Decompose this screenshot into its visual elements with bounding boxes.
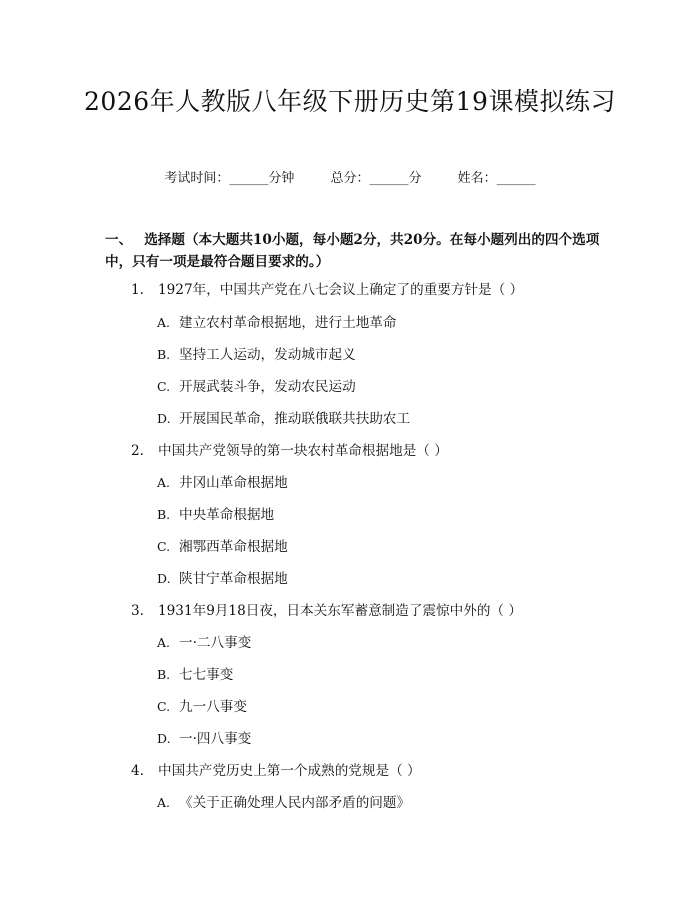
option-text: 陕甘宁革命根据地 — [179, 571, 288, 587]
option-letter: D. — [157, 411, 171, 426]
question-number: 4. — [131, 763, 144, 779]
question — [131, 762, 421, 780]
question-option — [157, 314, 397, 332]
option-text: 九一八事变 — [179, 699, 247, 715]
option-text: 湘鄂西革命根据地 — [179, 539, 288, 555]
question-option — [157, 378, 356, 396]
question-option — [157, 346, 356, 364]
question-option — [157, 634, 251, 652]
section-instructions: 选择题（本大题共10小题，每小题2分，共20分。在每小题列出的四个选项中，只有一项是最符合题目要求的。） — [105, 232, 600, 270]
question-text: 1931年9月18日夜，日本关东军蓄意制造了震惊中外的（ ） — [158, 603, 522, 619]
page-title: 2026年人教版八年级下册历史第19课模拟练习 — [84, 87, 616, 116]
question-option — [157, 410, 410, 428]
question-text: 中国共产党领导的第一块农村革命根据地是（ ） — [158, 443, 448, 459]
option-text: 井冈山革命根据地 — [179, 475, 288, 491]
exam-time-field: 考试时间：______分钟 — [164, 171, 295, 186]
student-name-field: 姓名：______ — [457, 171, 536, 186]
question-option — [157, 698, 247, 716]
option-letter: A. — [157, 635, 171, 650]
option-text: 建立农村革命根据地，进行土地革命 — [179, 315, 397, 331]
option-letter: A. — [157, 315, 171, 330]
total-score-field: 总分：______分 — [330, 171, 422, 186]
section-number: 一、 — [105, 232, 133, 248]
option-text: 开展武装斗争，发动农民运动 — [179, 379, 356, 395]
option-letter: C. — [157, 699, 171, 714]
question-text: 1927年，中国共产党在八七会议上确定了的重要方针是（ ） — [158, 282, 524, 298]
question-number: 1. — [131, 282, 144, 298]
option-letter: C. — [157, 379, 171, 394]
option-text: 七七事变 — [179, 667, 234, 683]
question-number: 3. — [131, 603, 144, 619]
question-option — [157, 570, 288, 588]
question — [131, 602, 522, 620]
question-number: 2. — [131, 443, 144, 459]
section-heading — [105, 229, 605, 273]
question-option — [157, 794, 410, 812]
option-letter: D. — [157, 731, 171, 746]
question-text: 中国共产党历史上第一个成熟的党规是（ ） — [158, 763, 421, 779]
question-option — [157, 506, 274, 524]
option-letter: B. — [157, 667, 171, 682]
option-letter: D. — [157, 571, 171, 586]
option-letter: A. — [157, 475, 171, 490]
question-option — [157, 474, 288, 492]
exam-meta — [0, 170, 700, 188]
option-text: 《关于正确处理人民内部矛盾的问题》 — [179, 795, 411, 811]
question-option — [157, 666, 233, 684]
question — [131, 442, 448, 460]
option-text: 中央革命根据地 — [179, 507, 275, 523]
question — [131, 281, 523, 299]
question-option — [157, 730, 251, 748]
option-text: 坚持工人运动，发动城市起义 — [179, 347, 356, 363]
option-letter: A. — [157, 795, 171, 810]
option-text: 一·二八事变 — [179, 635, 252, 651]
option-letter: B. — [157, 347, 171, 362]
option-text: 一·四八事变 — [179, 731, 252, 747]
question-option — [157, 538, 288, 556]
option-letter: C. — [157, 539, 171, 554]
option-letter: B. — [157, 507, 171, 522]
option-text: 开展国民革命，推动联俄联共扶助农工 — [179, 411, 411, 427]
